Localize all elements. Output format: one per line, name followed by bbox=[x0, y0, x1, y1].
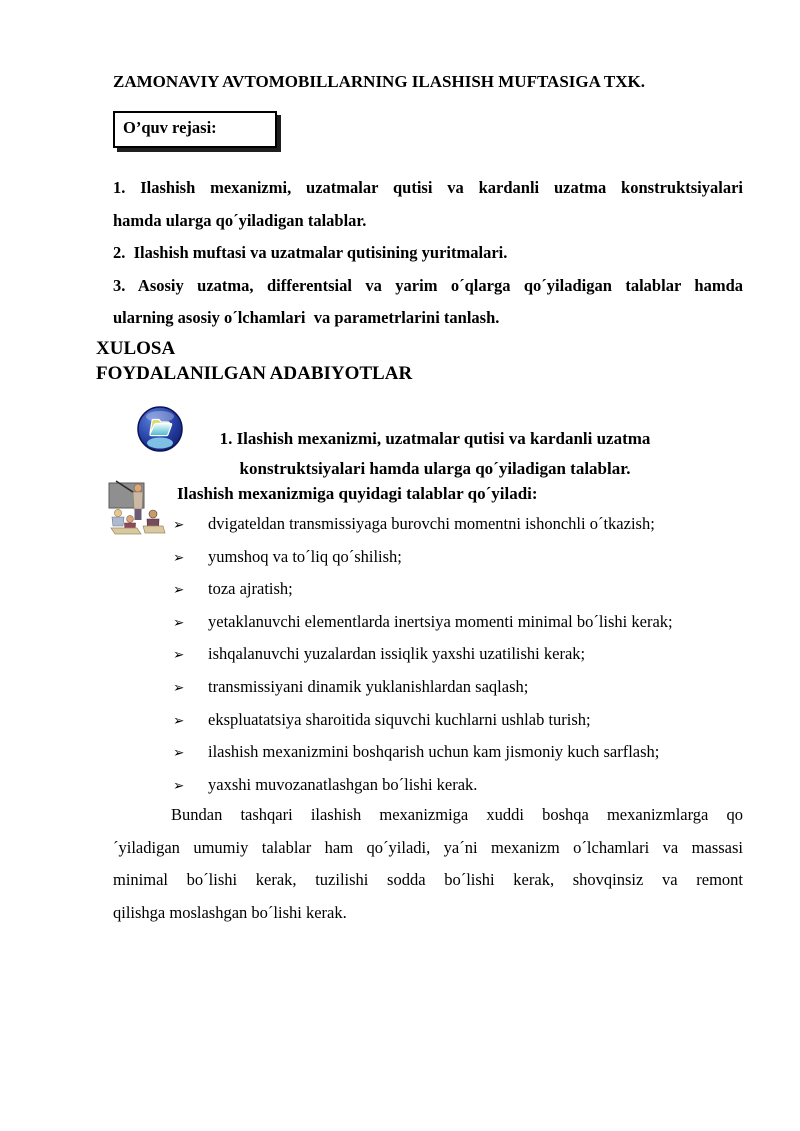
list-item-text: yumshoq va to´liq qo´shilish; bbox=[208, 546, 402, 566]
list-item bbox=[173, 769, 758, 802]
classroom-teacher-clipart bbox=[107, 476, 169, 538]
list-item bbox=[173, 736, 758, 769]
arrow-bullet-icon: ➢ bbox=[173, 647, 185, 664]
requirements-intro: Ilashish mexanizmiga quyidagi talablar qo´yiladi: bbox=[177, 484, 538, 503]
paragraph-line: qilishga moslashgan bo´lishi kerak. bbox=[113, 902, 347, 922]
list-item-text: dvigateldan transmissiyaga burovchi momentni ishonchli o´tkazish; bbox=[208, 514, 655, 533]
plan-item-3-line-2: ularning asosiy o´lchamlari va parametrlarini tanlash. bbox=[113, 308, 500, 328]
document-headings bbox=[96, 337, 596, 386]
arrow-bullet-icon: ➢ bbox=[173, 614, 185, 631]
plan-item-1-line-2: hamda ularga qo´yiladigan talablar. bbox=[113, 210, 367, 230]
document-title: ZAMONAVIY AVTOMOBILLARNING ILASHISH MUFTASIGA TXK. bbox=[113, 72, 645, 91]
section-title-line-2: konstruktsiyalari hamda ularga qo´yiladigan talablar. bbox=[239, 458, 631, 478]
paragraph-line: Bundan tashqari ilashish mexanizmiga xuddi boshqa mexanizmlarga qo bbox=[171, 805, 743, 824]
arrow-bullet-icon: ➢ bbox=[173, 549, 185, 566]
list-item bbox=[173, 671, 758, 704]
list-item-text: yaxshi muvozanatlashgan bo´lishi kerak. bbox=[208, 774, 478, 794]
plan-box-label: O’quv rejasi: bbox=[123, 118, 217, 137]
heading-adabiyotlar: FOYDALANILGAN ADABIYOTLAR bbox=[96, 362, 413, 384]
list-item-text: ishqalanuvchi yuzalardan issiqlik yaxshi uzatilishi kerak; bbox=[208, 644, 586, 664]
requirements-list bbox=[173, 508, 758, 801]
list-item bbox=[173, 573, 758, 606]
section-title bbox=[150, 424, 720, 483]
list-item-text: toza ajratish; bbox=[208, 579, 293, 599]
list-item-text: yetaklanuvchi elementlarda inertsiya momenti minimal bo´lishi kerak; bbox=[208, 611, 673, 631]
list-item-text: ilashish mexanizmini boshqarish uchun kam jismoniy kuch sarflash; bbox=[208, 742, 660, 762]
arrow-bullet-icon: ➢ bbox=[173, 745, 185, 762]
arrow-bullet-icon: ➢ bbox=[173, 712, 185, 729]
closing-paragraph bbox=[113, 799, 743, 929]
arrow-bullet-icon: ➢ bbox=[173, 679, 185, 696]
arrow-bullet-icon: ➢ bbox=[173, 777, 185, 794]
list-item bbox=[173, 704, 758, 737]
list-item bbox=[173, 638, 758, 671]
heading-xulosa: XULOSA bbox=[96, 338, 176, 359]
plan-item-3-line-1: 3. Asosiy uzatma, differentsial va yarim o´qlarga qo´yiladigan talablar hamda bbox=[113, 275, 743, 295]
arrow-bullet-icon: ➢ bbox=[173, 517, 185, 533]
list-item bbox=[173, 541, 758, 574]
plan-item-2: 2. Ilashish muftasi va uzatmalar qutisining yuritmalari. bbox=[113, 243, 508, 263]
paragraph-line: ´yiladigan umumiy talablar ham qo´yiladi, ya´ni mexanizm o´lchamlari va massasi bbox=[113, 837, 743, 857]
plan-box bbox=[113, 111, 277, 148]
section-title-line-1: 1. Ilashish mexanizmi, uzatmalar qutisi va kardanli uzatma bbox=[219, 429, 651, 448]
list-item-text: ekspluatatsiya sharoitida siquvchi kuchlarni ushlab turish; bbox=[208, 709, 591, 729]
list-item bbox=[173, 606, 758, 639]
arrow-bullet-icon: ➢ bbox=[173, 582, 185, 599]
plan-item-1-line-1: 1. Ilashish mexanizmi, uzatmalar qutisi va kardanli uzatma konstruktsiyalari bbox=[113, 178, 743, 197]
plan-list bbox=[113, 172, 743, 335]
list-item bbox=[173, 508, 758, 541]
list-item-text: transmissiyani dinamik yuklanishlardan saqlash; bbox=[208, 676, 529, 696]
paragraph-line: minimal bo´lishi kerak, tuzilishi sodda bo´lishi kerak, shovqinsiz va remont bbox=[113, 870, 743, 890]
